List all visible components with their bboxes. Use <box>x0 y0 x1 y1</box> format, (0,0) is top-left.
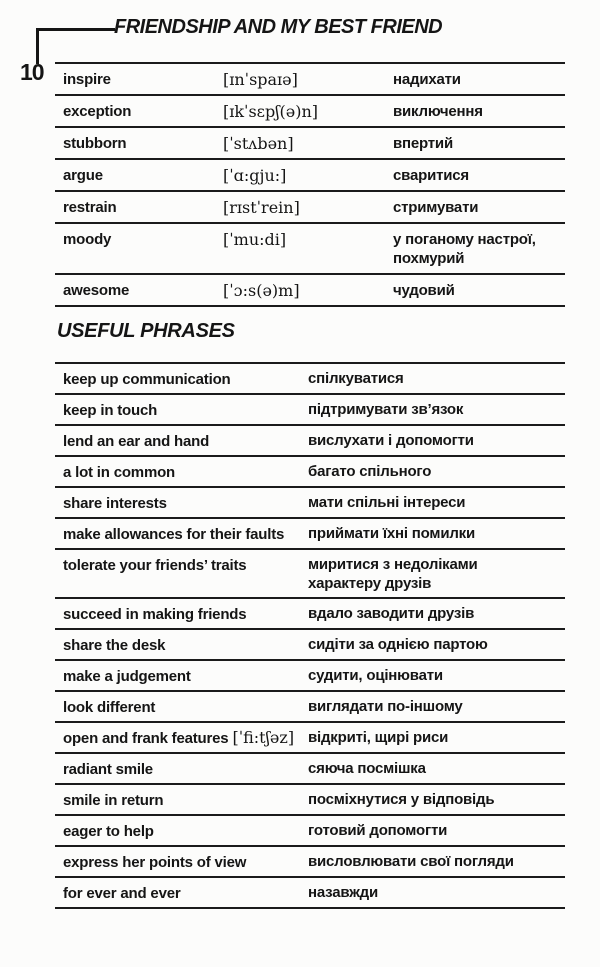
vocab-row <box>55 96 565 128</box>
phrase-row <box>55 426 565 457</box>
vocab-translation: стримувати <box>393 199 479 216</box>
vocab-transcription: [ˈɔ:s(ə)m] <box>223 281 300 300</box>
vocab-translation: впертий <box>393 135 453 152</box>
phrase-translation: назавжди <box>308 884 378 901</box>
phrase-row <box>55 661 565 692</box>
phrase-row <box>55 754 565 785</box>
phrase-row <box>55 550 565 599</box>
section-title-useful-phrases: USEFUL PHRASES <box>57 320 235 342</box>
phrase-translation: висловлювати свої погляди <box>308 853 514 870</box>
vocab-row <box>55 192 565 224</box>
phrase-translation: миритися з недоліками характеру друзів <box>308 556 478 592</box>
phrase-translation: посміхнутися у відповідь <box>308 791 495 808</box>
phrases-table <box>55 362 565 909</box>
phrase-row <box>55 847 565 878</box>
phrase-transcription: [ˈfi:tʃəz] <box>232 728 295 747</box>
phrase-translation: багато спільного <box>308 463 432 480</box>
phrase-cell <box>55 457 300 486</box>
vocab-translation: чудовий <box>393 282 455 299</box>
phrase-text: make a judgement <box>63 668 191 685</box>
vocab-translation: сваритися <box>393 167 469 184</box>
phrase-text: express her points of view <box>63 854 247 871</box>
phrase-cell <box>55 488 300 517</box>
vocab-transcription: [ɪnˈspaɪə] <box>223 70 298 89</box>
phrase-cell <box>55 847 300 876</box>
phrase-text: share the desk <box>63 637 166 654</box>
phrase-text: keep in touch <box>63 402 158 419</box>
phrase-cell <box>55 395 300 424</box>
vocab-word: stubborn <box>63 135 127 152</box>
phrase-text: open and frank features <box>63 730 229 747</box>
phrase-cell <box>55 692 300 721</box>
phrase-translation: підтримувати зв’язок <box>308 401 464 418</box>
phrase-row <box>55 692 565 723</box>
vocab-transcription: [ˈstʌbən] <box>223 134 294 153</box>
phrase-row <box>55 599 565 630</box>
phrase-translation: судити, оцінювати <box>308 667 443 684</box>
phrase-translation: відкриті, щирі риси <box>308 729 449 746</box>
phrase-translation: приймати їхні помилки <box>308 525 475 542</box>
vocab-transcription: [rɪstˈrein] <box>223 198 300 217</box>
phrase-text: lend an ear and hand <box>63 433 210 450</box>
phrase-row <box>55 519 565 550</box>
phrase-text: for ever and ever <box>63 885 181 902</box>
vocab-transcription: [ˈmu:di] <box>223 230 287 249</box>
vocab-row <box>55 160 565 192</box>
vocab-word: restrain <box>63 199 117 216</box>
phrase-cell <box>55 785 300 814</box>
phrase-cell <box>55 426 300 455</box>
phrase-text: share interests <box>63 495 167 512</box>
vocabulary-table <box>55 62 565 307</box>
phrase-text: radiant smile <box>63 761 153 778</box>
vocab-row <box>55 275 565 307</box>
phrase-row <box>55 395 565 426</box>
phrase-cell <box>55 754 300 783</box>
vocab-row <box>55 224 565 275</box>
phrase-row <box>55 364 565 395</box>
phrase-translation: готовий допомогти <box>308 822 448 839</box>
vocab-word: awesome <box>63 282 130 299</box>
phrase-cell <box>55 550 300 597</box>
phrase-text: eager to help <box>63 823 154 840</box>
phrase-translation: вислухати і допомогти <box>308 432 474 449</box>
phrase-text: tolerate your friends’ traits <box>63 557 247 574</box>
phrase-text: smile in return <box>63 792 164 809</box>
phrase-cell <box>55 599 300 628</box>
phrase-translation: сидіти за однією партою <box>308 636 488 653</box>
phrase-cell <box>55 723 300 752</box>
phrase-text: succeed in making friends <box>63 606 247 623</box>
phrase-cell <box>55 364 300 393</box>
phrase-cell <box>55 816 300 845</box>
phrase-cell <box>55 519 300 548</box>
page-title: FRIENDSHIP AND MY BEST FRIEND <box>114 16 443 38</box>
phrase-row <box>55 785 565 816</box>
vocab-row <box>55 64 565 96</box>
phrase-cell <box>55 661 300 690</box>
phrase-row <box>55 488 565 519</box>
phrase-text: make allowances for their faults <box>63 526 285 543</box>
vocab-word: inspire <box>63 71 111 88</box>
phrase-text: a lot in common <box>63 464 176 481</box>
phrase-translation: мати спільні інтереси <box>308 494 466 511</box>
phrase-cell <box>55 878 300 907</box>
phrase-cell <box>55 630 300 659</box>
phrase-row <box>55 878 565 909</box>
phrase-row <box>55 457 565 488</box>
phrase-translation: виглядати по-іншому <box>308 698 463 715</box>
vocab-transcription: [ɪkˈsɛpʃ(ə)n] <box>223 102 319 121</box>
vocab-word: moody <box>63 231 112 248</box>
phrase-row <box>55 723 565 754</box>
phrase-row <box>55 630 565 661</box>
vocab-word: argue <box>63 167 103 184</box>
vocab-translation: надихати <box>393 71 461 88</box>
phrase-translation: вдало заводити друзів <box>308 605 475 622</box>
vocab-row <box>55 128 565 160</box>
phrase-translation: сяюча посмішка <box>308 760 426 777</box>
vocab-translation: виключення <box>393 103 483 120</box>
vocab-word: exception <box>63 103 132 120</box>
header-bracket-line <box>36 28 115 64</box>
phrase-translation: спілкуватися <box>308 370 404 387</box>
page-number: 10 <box>20 59 44 85</box>
phrase-text: look different <box>63 699 156 716</box>
vocab-transcription: [ˈɑ:gju:] <box>223 166 287 185</box>
phrase-row <box>55 816 565 847</box>
phrase-text: keep up communication <box>63 371 231 388</box>
vocab-translation: у поганому настрої, похмурий <box>393 231 536 267</box>
